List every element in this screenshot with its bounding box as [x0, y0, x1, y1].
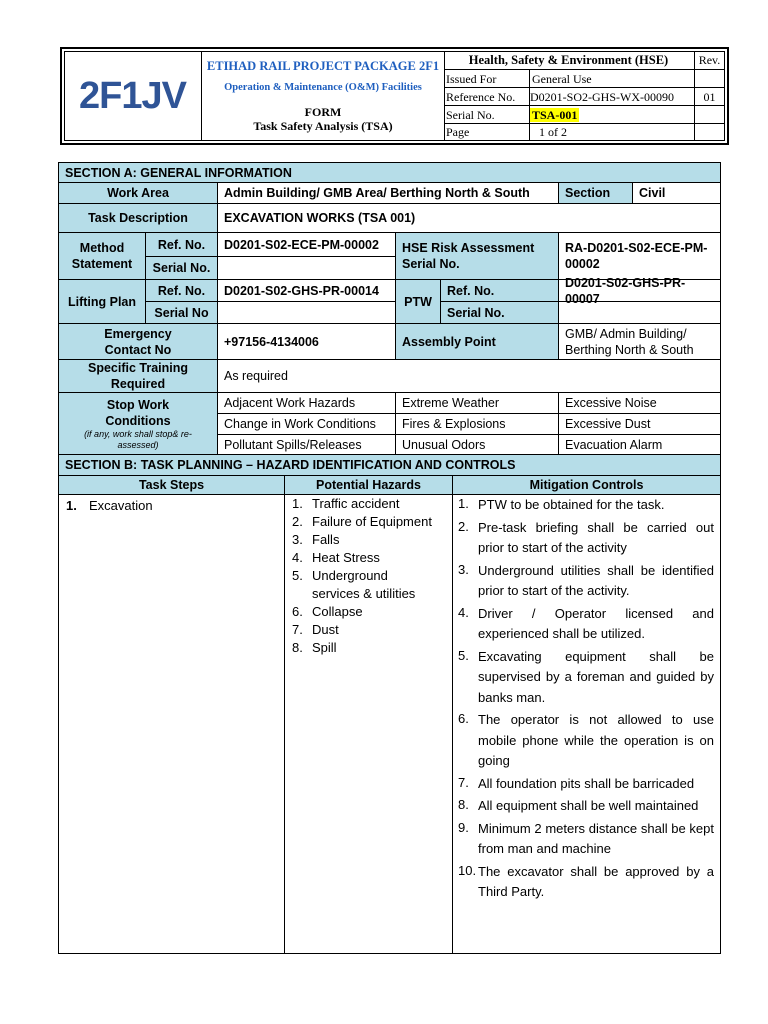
form-label: FORM — [304, 105, 342, 119]
hazard-text: Underground services & utilities — [312, 568, 416, 601]
method-serial-label: Serial No. — [145, 256, 218, 280]
hse-risk-value: RA-D0201-S02-ECE-PM-00002 — [558, 232, 721, 280]
issued-for-label: Issued For — [446, 72, 497, 86]
list-item: 9. Minimum 2 meters distance shall be kept from man and machine — [458, 819, 714, 860]
specific-training-value: As required — [217, 359, 721, 393]
control-text: Driver / Operator licensed and experienced shall be utilized. — [478, 605, 714, 641]
ptw-ref-value: D0201-S02-GHS-PR-00007 — [558, 279, 721, 302]
method-ref-value: D0201-S02-ECE-PM-00002 — [217, 232, 396, 257]
ptw-serial-value — [558, 301, 721, 324]
hazard-text: Falls — [312, 532, 340, 547]
method-serial-value — [217, 256, 396, 280]
hazard-text: Traffic accident — [312, 496, 400, 511]
section-a-title: SECTION A: GENERAL INFORMATION — [58, 162, 721, 183]
list-item: 4. Heat Stress — [292, 550, 380, 565]
hazard-text: Collapse — [312, 604, 363, 619]
stop-condition: Change in Work Conditions — [217, 413, 396, 435]
list-item: 2. Failure of Equipment — [292, 514, 432, 529]
ptw-serial-label: Serial No. — [440, 301, 559, 324]
method-statement-label: Method Statement — [58, 232, 146, 280]
assembly-point-label: Assembly Point — [395, 323, 559, 360]
hazard-text: Heat Stress — [312, 550, 380, 565]
hazard-text: Failure of Equipment — [312, 514, 432, 529]
list-item: 8. All equipment shall be well maintained — [458, 796, 714, 817]
stop-condition: Excessive Noise — [558, 392, 721, 414]
company-logo: 2F1JV — [79, 74, 186, 117]
stop-condition: Extreme Weather — [395, 392, 559, 414]
control-text: Minimum 2 meters distance shall be kept from man and machine — [478, 820, 714, 856]
stop-work-label: Stop Work Conditions — [105, 397, 171, 428]
hse-risk-label: HSE Risk Assessment Serial No. — [395, 232, 559, 280]
lifting-ref-value: D0201-S02-GHS-PR-00014 — [217, 279, 396, 302]
issued-for-value: General Use — [532, 72, 592, 86]
potential-hazards-column — [284, 494, 453, 954]
lifting-ref-label: Ref. No. — [145, 279, 218, 302]
project-subtitle: Operation & Maintenance (O&M) Facilities — [224, 82, 422, 93]
work-area-label: Work Area — [58, 182, 218, 204]
form-name: Task Safety Analysis (TSA) — [253, 119, 393, 133]
reference-no-value: D0201-SO2-GHS-WX-00090 — [530, 90, 674, 104]
list-item: 7. Dust — [292, 622, 339, 637]
control-text: Underground utilities shall be identified prior to start of the activity. — [478, 562, 714, 598]
stop-condition: Pollutant Spills/Releases — [217, 434, 396, 455]
control-text: All equipment shall be well maintained — [478, 798, 699, 813]
list-item: 4. Driver / Operator licensed and experienced shall be utilized. — [458, 604, 714, 645]
project-title: ETIHAD RAIL PROJECT PACKAGE 2F1 — [206, 59, 440, 73]
hazard-text: Dust — [312, 622, 339, 637]
assembly-point-value: GMB/ Admin Building/ Berthing North & South — [558, 323, 721, 360]
lifting-serial-label: Serial No — [145, 301, 218, 324]
page-value: 1 of 2 — [539, 125, 567, 139]
stop-work-note: (if any, work shall stop& re-assessed) — [84, 428, 192, 450]
hazard-text: Spill — [312, 640, 337, 655]
control-text: The operator is not allowed to use mobile phone while the operation is on going — [478, 712, 714, 768]
task-steps-header: Task Steps — [58, 475, 285, 495]
control-text: The excavator shall be approved by a Third Party. — [478, 863, 714, 899]
control-text: Pre-task briefing shall be carried out prior to start of the activity — [478, 519, 714, 555]
list-item: 8. Spill — [292, 640, 337, 655]
list-item: 3. Underground utilities shall be identified prior to start of the activity. — [458, 561, 714, 602]
list-item: 7. All foundation pits shall be barricaded — [458, 774, 714, 795]
department-title: Health, Safety & Environment (HSE) — [468, 53, 669, 67]
mitigation-controls-header: Mitigation Controls — [452, 475, 721, 495]
control-text: All foundation pits shall be barricaded — [478, 775, 695, 791]
list-item: 1. PTW to be obtained for the task. — [458, 495, 714, 516]
work-area-value: Admin Building/ GMB Area/ Berthing North & South — [217, 182, 559, 204]
rev-label: Rev. — [698, 53, 721, 67]
task-steps-column — [58, 494, 285, 954]
ptw-ref-label: Ref. No. — [440, 279, 559, 302]
page-label: Page — [446, 125, 470, 139]
stop-condition: Unusual Odors — [395, 434, 559, 455]
control-text: PTW to be obtained for the task. — [478, 497, 665, 512]
stop-condition: Adjacent Work Hazards — [217, 392, 396, 414]
reference-no-label: Reference No. — [446, 90, 516, 104]
emergency-contact-label: Emergency Contact No — [58, 323, 218, 360]
list-item: 5. Underground services & utilities — [292, 567, 452, 603]
specific-training-label: Specific Training Required — [58, 359, 218, 393]
serial-no-value: TSA-001 — [532, 108, 578, 122]
control-text: Excavating equipment shall be supervised by a foreman and guided by banks man. — [478, 648, 714, 705]
list-item: 2. Pre-task briefing shall be carried out prior to start of the activity — [458, 518, 714, 559]
section-b-title: SECTION B: TASK PLANNING – HAZARD IDENTIFICATION AND CONTROLS — [58, 454, 721, 476]
mitigation-controls-column — [452, 494, 721, 954]
list-item: 3. Falls — [292, 532, 340, 547]
task-description-label: Task Description — [58, 203, 218, 233]
stop-work-conditions — [58, 392, 218, 455]
stop-condition: Excessive Dust — [558, 413, 721, 435]
section-value: Civil — [632, 182, 721, 204]
stop-condition: Fires & Explosions — [395, 413, 559, 435]
task-step-text: Excavation — [89, 498, 153, 513]
revision-value: 01 — [703, 90, 716, 104]
task-description-value: EXCAVATION WORKS (TSA 001) — [217, 203, 721, 233]
method-ref-label: Ref. No. — [145, 232, 218, 257]
section-label: Section — [558, 182, 633, 204]
lifting-plan-label: Lifting Plan — [58, 279, 146, 324]
list-item: 1. Excavation — [66, 498, 153, 513]
emergency-contact-value: +97156-4134006 — [217, 323, 396, 360]
list-item: 6. The operator is not allowed to use mobile phone while the operation is on going — [458, 710, 714, 772]
list-item: 10. The excavator shall be approved by a Third Party. — [458, 862, 714, 903]
list-item: 5. Excavating equipment shall be supervised by a foreman and guided by banks man. — [458, 647, 714, 709]
list-item: 1. Traffic accident — [292, 496, 400, 511]
potential-hazards-header: Potential Hazards — [284, 475, 453, 495]
serial-no-label: Serial No. — [446, 108, 495, 122]
list-item: 6. Collapse — [292, 604, 363, 619]
ptw-label: PTW — [395, 279, 441, 324]
stop-condition: Evacuation Alarm — [558, 434, 721, 455]
lifting-serial-value — [217, 301, 396, 324]
